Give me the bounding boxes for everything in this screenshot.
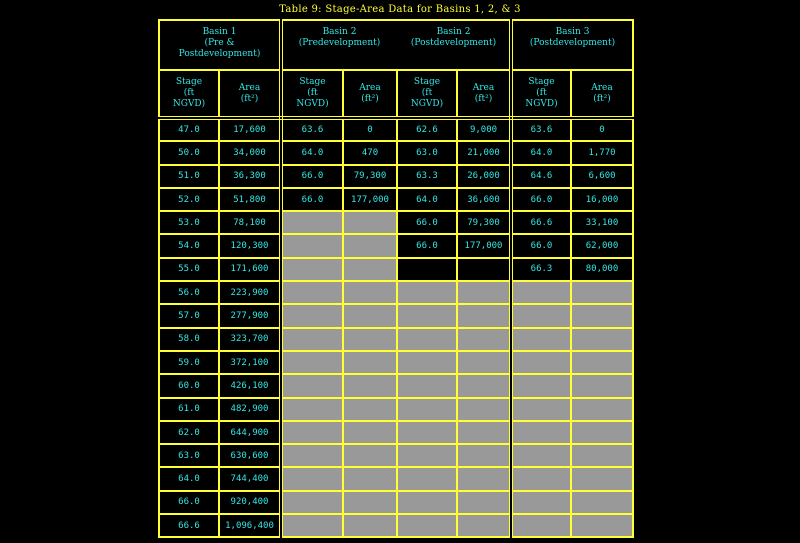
cell-b3-stage	[511, 421, 571, 444]
cell-b2pre-area	[343, 328, 397, 351]
cell-b2pre-stage	[281, 491, 343, 514]
cell-b3-stage	[511, 398, 571, 421]
cell-b2post-stage	[397, 491, 457, 514]
table-row	[159, 398, 633, 421]
cell-b3-stage: 66.0	[511, 188, 571, 211]
cell-b2post-stage	[397, 328, 457, 351]
table-row	[159, 467, 633, 490]
cell-b1-area: 1,096,400	[219, 514, 281, 537]
cell-b3-area	[571, 491, 633, 514]
basin2-pre-stage-header: Stage (ft NGVD)	[281, 70, 343, 118]
cell-b2pre-stage	[281, 421, 343, 444]
cell-b1-stage: 58.0	[159, 328, 219, 351]
cell-b2pre-stage	[281, 281, 343, 304]
table-row	[159, 258, 633, 281]
cell-b1-stage: 59.0	[159, 351, 219, 374]
cell-b1-area: 372,100	[219, 351, 281, 374]
cell-b2post-stage: 64.0	[397, 188, 457, 211]
table-row	[159, 211, 633, 234]
cell-b3-stage: 66.3	[511, 258, 571, 281]
basin1-header: Basin 1 (Pre & Postdevelopment)	[159, 20, 281, 70]
cell-b1-stage: 61.0	[159, 398, 219, 421]
cell-b3-area	[571, 374, 633, 397]
table-row	[159, 304, 633, 327]
cell-b2pre-stage	[281, 258, 343, 281]
cell-b2pre-stage: 66.0	[281, 188, 343, 211]
cell-b1-area: 644,900	[219, 421, 281, 444]
cell-b2post-area	[457, 421, 511, 444]
cell-b2post-stage: 63.0	[397, 141, 457, 164]
cell-b2pre-area	[343, 211, 397, 234]
cell-b3-area: 0	[571, 118, 633, 141]
cell-b2post-area: 36,600	[457, 188, 511, 211]
cell-b3-stage	[511, 514, 571, 537]
cell-b2post-area: 21,000	[457, 141, 511, 164]
cell-b2post-area: 26,000	[457, 165, 511, 188]
cell-b3-area: 80,000	[571, 258, 633, 281]
cell-b3-stage: 63.6	[511, 118, 571, 141]
cell-b3-stage: 64.6	[511, 165, 571, 188]
cell-b1-area: 744,400	[219, 467, 281, 490]
cell-b2post-area: 79,300	[457, 211, 511, 234]
cell-b1-stage: 60.0	[159, 374, 219, 397]
cell-b2pre-area	[343, 421, 397, 444]
cell-b3-area	[571, 514, 633, 537]
cell-b2post-area	[457, 328, 511, 351]
cell-b1-area: 17,600	[219, 118, 281, 141]
cell-b2post-area	[457, 258, 511, 281]
cell-b2pre-area	[343, 281, 397, 304]
cell-b2post-stage	[397, 281, 457, 304]
table-row	[159, 374, 633, 397]
table-row	[159, 165, 633, 188]
cell-b3-stage	[511, 444, 571, 467]
cell-b2pre-stage	[281, 467, 343, 490]
cell-b2post-stage	[397, 444, 457, 467]
cell-b1-area: 630,600	[219, 444, 281, 467]
cell-b2pre-area	[343, 467, 397, 490]
cell-b1-area: 120,300	[219, 234, 281, 257]
cell-b2pre-area	[343, 514, 397, 537]
table-row	[159, 514, 633, 537]
stage-area-table	[158, 19, 634, 538]
cell-b3-area	[571, 304, 633, 327]
basin3-stage-header: Stage (ft NGVD)	[511, 70, 571, 118]
cell-b3-area: 16,000	[571, 188, 633, 211]
cell-b2pre-stage: 63.6	[281, 118, 343, 141]
table-row	[159, 188, 633, 211]
cell-b2pre-area: 0	[343, 118, 397, 141]
cell-b2post-area: 9,000	[457, 118, 511, 141]
cell-b2post-stage: 63.3	[397, 165, 457, 188]
table-row	[159, 118, 633, 141]
cell-b1-stage: 66.0	[159, 491, 219, 514]
table-row	[159, 141, 633, 164]
cell-b2pre-stage	[281, 351, 343, 374]
cell-b1-stage: 52.0	[159, 188, 219, 211]
cell-b2pre-stage	[281, 304, 343, 327]
cell-b3-stage	[511, 351, 571, 374]
cell-b2post-stage: 62.6	[397, 118, 457, 141]
cell-b2post-area	[457, 491, 511, 514]
cell-b2post-stage	[397, 398, 457, 421]
cell-b2pre-area	[343, 351, 397, 374]
basin2-post-area-header: Area (ft²)	[457, 70, 511, 118]
cell-b2post-stage: 66.0	[397, 211, 457, 234]
cell-b1-area: 34,000	[219, 141, 281, 164]
cell-b2pre-area	[343, 398, 397, 421]
cell-b3-stage	[511, 328, 571, 351]
cell-b3-area	[571, 281, 633, 304]
cell-b1-stage: 53.0	[159, 211, 219, 234]
table-row	[159, 281, 633, 304]
cell-b1-stage: 56.0	[159, 281, 219, 304]
cell-b1-stage: 55.0	[159, 258, 219, 281]
cell-b2post-area	[457, 281, 511, 304]
cell-b2post-area: 177,000	[457, 234, 511, 257]
cell-b2pre-area	[343, 258, 397, 281]
table-row	[159, 328, 633, 351]
cell-b1-area: 277,900	[219, 304, 281, 327]
cell-b1-area: 78,100	[219, 211, 281, 234]
cell-b3-area	[571, 467, 633, 490]
cell-b2post-stage	[397, 374, 457, 397]
cell-b3-stage: 66.0	[511, 234, 571, 257]
cell-b2pre-stage	[281, 234, 343, 257]
basin3-area-header: Area (ft²)	[571, 70, 633, 118]
cell-b2pre-area	[343, 491, 397, 514]
cell-b3-area	[571, 421, 633, 444]
cell-b2pre-stage	[281, 211, 343, 234]
cell-b3-area: 6,600	[571, 165, 633, 188]
cell-b1-area: 323,700	[219, 328, 281, 351]
cell-b3-stage	[511, 467, 571, 490]
basin2-pre-area-header: Area (ft²)	[343, 70, 397, 118]
cell-b2post-area	[457, 514, 511, 537]
cell-b1-area: 426,100	[219, 374, 281, 397]
cell-b1-area: 171,600	[219, 258, 281, 281]
cell-b2post-stage: 66.0	[397, 234, 457, 257]
cell-b2post-stage	[397, 351, 457, 374]
basin2-pre-header: Basin 2 (Predevelopment)	[281, 20, 397, 70]
cell-b3-stage	[511, 374, 571, 397]
cell-b3-stage	[511, 491, 571, 514]
cell-b2pre-stage	[281, 444, 343, 467]
cell-b2post-area	[457, 467, 511, 490]
cell-b2pre-area: 177,000	[343, 188, 397, 211]
cell-b1-area: 920,400	[219, 491, 281, 514]
cell-b3-area: 33,100	[571, 211, 633, 234]
cell-b2post-stage	[397, 514, 457, 537]
cell-b1-stage: 51.0	[159, 165, 219, 188]
cell-b3-area	[571, 444, 633, 467]
cell-b2post-area	[457, 444, 511, 467]
cell-b3-stage: 66.6	[511, 211, 571, 234]
table-row	[159, 444, 633, 467]
cell-b3-area	[571, 398, 633, 421]
cell-b1-area: 482,900	[219, 398, 281, 421]
cell-b3-area	[571, 328, 633, 351]
cell-b2post-stage	[397, 258, 457, 281]
cell-b3-stage: 64.0	[511, 141, 571, 164]
cell-b2pre-area: 79,300	[343, 165, 397, 188]
cell-b1-stage: 50.0	[159, 141, 219, 164]
cell-b1-stage: 47.0	[159, 118, 219, 141]
cell-b1-area: 36,300	[219, 165, 281, 188]
cell-b2pre-stage: 64.0	[281, 141, 343, 164]
cell-b2pre-stage	[281, 328, 343, 351]
cell-b2post-stage	[397, 421, 457, 444]
cell-b3-area: 1,770	[571, 141, 633, 164]
cell-b2pre-area: 470	[343, 141, 397, 164]
cell-b2post-stage	[397, 304, 457, 327]
cell-b3-area: 62,000	[571, 234, 633, 257]
table-row	[159, 421, 633, 444]
cell-b2pre-area	[343, 304, 397, 327]
cell-b2pre-stage	[281, 398, 343, 421]
cell-b1-area: 51,800	[219, 188, 281, 211]
cell-b2post-area	[457, 374, 511, 397]
cell-b2pre-stage: 66.0	[281, 165, 343, 188]
cell-b3-stage	[511, 304, 571, 327]
cell-b2post-stage	[397, 467, 457, 490]
cell-b1-area: 223,900	[219, 281, 281, 304]
table-title: Table 9: Stage-Area Data for Basins 1, 2, & 3	[279, 4, 521, 15]
cell-b3-area	[571, 351, 633, 374]
cell-b2pre-stage	[281, 374, 343, 397]
cell-b2pre-area	[343, 234, 397, 257]
table-row	[159, 491, 633, 514]
cell-b2pre-stage	[281, 514, 343, 537]
cell-b2post-area	[457, 398, 511, 421]
cell-b2pre-area	[343, 444, 397, 467]
table-row	[159, 234, 633, 257]
cell-b1-stage: 62.0	[159, 421, 219, 444]
cell-b1-stage: 64.0	[159, 467, 219, 490]
table-row	[159, 351, 633, 374]
basin2-post-stage-header: Stage (ft NGVD)	[397, 70, 457, 118]
cell-b3-stage	[511, 281, 571, 304]
cell-b2pre-area	[343, 374, 397, 397]
basin3-header: Basin 3 (Postdevelopment)	[511, 20, 633, 70]
cell-b1-stage: 54.0	[159, 234, 219, 257]
cell-b1-stage: 57.0	[159, 304, 219, 327]
cell-b2post-area	[457, 351, 511, 374]
cell-b1-stage: 66.6	[159, 514, 219, 537]
basin2-post-header: Basin 2 (Postdevelopment)	[397, 20, 511, 70]
basin1-stage-header: Stage (ft NGVD)	[159, 70, 219, 118]
basin1-area-header: Area (ft²)	[219, 70, 281, 118]
cell-b1-stage: 63.0	[159, 444, 219, 467]
cell-b2post-area	[457, 304, 511, 327]
